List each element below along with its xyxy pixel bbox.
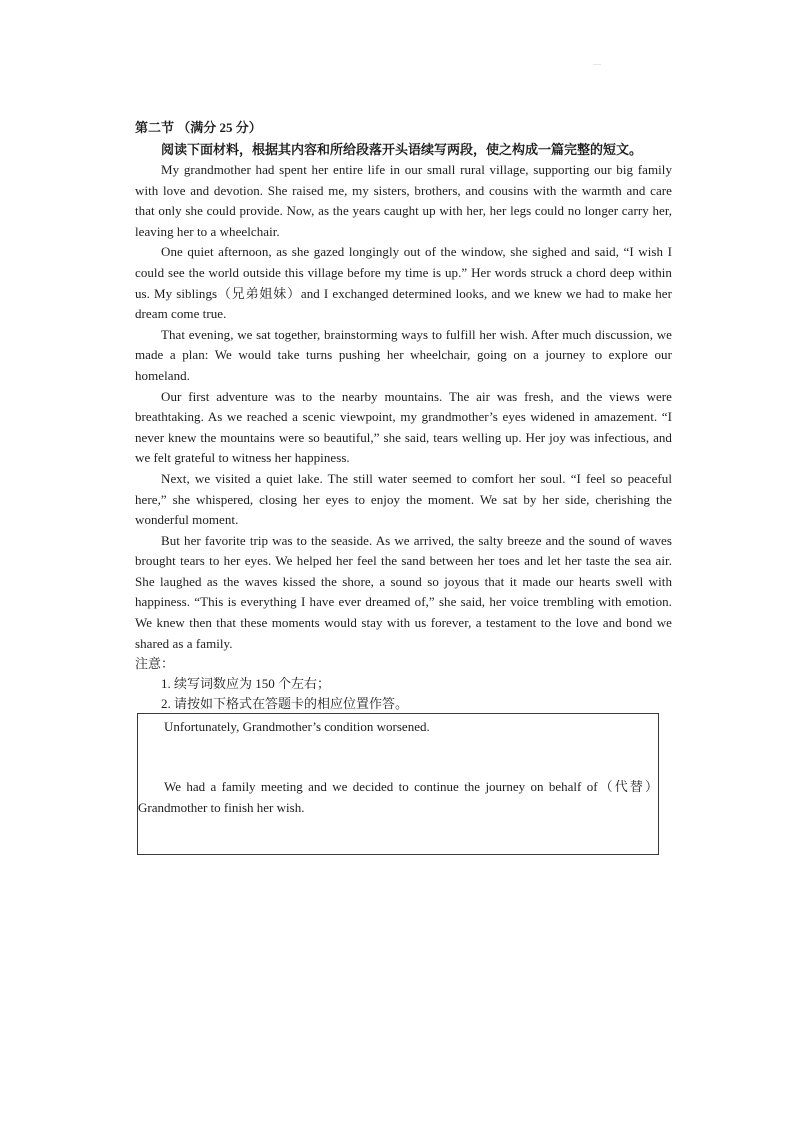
continuation-opening-2: We had a family meeting and we decided to continue the journey on behalf of（代替）Grandmother to finish her wish.	[138, 779, 658, 815]
notes-heading: 注意：	[135, 656, 175, 672]
exam-page	[135, 118, 672, 714]
task-instruction: 阅读下面材料，根据其内容和所给段落开头语续写两段，使之构成一篇完整的短文。	[161, 142, 643, 157]
scan-mark	[593, 64, 601, 65]
section-title: 第二节 （满分 25 分）	[135, 120, 262, 135]
continuation-opening-1: Unfortunately, Grandmother’s condition worsened.	[164, 719, 430, 734]
passage-paragraph: Our first adventure was to the nearby mountains. The air was fresh, and the views were breathtaking. As we reached a scenic viewpoint, my grandmother’s eyes widened in amazement. “I never knew the mountains were so beautiful,” she said, tears welling up. Her joy was infectious, and we felt grateful to witness her happiness.	[135, 388, 672, 466]
reading-passage	[135, 160, 672, 654]
passage-paragraph: That evening, we sat together, brainstorming ways to fulfill her wish. After much discussion, we made a plan: We would take turns pushing her wheelchair, going on a journey to explore our homeland.	[135, 326, 672, 383]
note-item: 2. 请按如下格式在答题卡的相应位置作答。	[161, 696, 409, 712]
notes-section	[135, 654, 672, 714]
passage-paragraph: One quiet afternoon, as she gazed longingly out of the window, she sighed and said, “I wish I could see the world outside this village before my time is up.” Her words struck a chord deep within us. My siblings（兄弟姐妹）and I exchanged determined looks, and we knew we had to make her dream come true.	[135, 244, 672, 322]
note-item: 1. 续写词数应为 150 个左右；	[161, 676, 331, 692]
passage-paragraph: But her favorite trip was to the seaside. As we arrived, the salty breeze and the sound of waves brought tears to her eyes. We helped her feel the sand between her toes and let her taste the sea air. She laughed as the waves kissed the shore, a sound so joyous that it made our hearts swell with happiness. “This is everything I have ever dreamed of,” she said, her voice trembling with emotion. We knew then that these moments would stay with us forever, a testament to the love and bond we shared as a family.	[135, 532, 672, 651]
passage-paragraph: Next, we visited a quiet lake. The still water seemed to comfort her soul. “I feel so peaceful here,” she whispered, closing her eyes to enjoy the moment. We sat by her side, cherishing the wonderful moment.	[135, 470, 672, 528]
answer-box	[137, 713, 659, 855]
passage-paragraph: My grandmother had spent her entire life in our small rural village, supporting our big family with love and devotion. She raised me, my sisters, brothers, and cousins with the warmth and care that only she could provide. Now, as the years caught up with her, her legs could no longer carry her, leaving her to a wheelchair.	[135, 162, 672, 239]
